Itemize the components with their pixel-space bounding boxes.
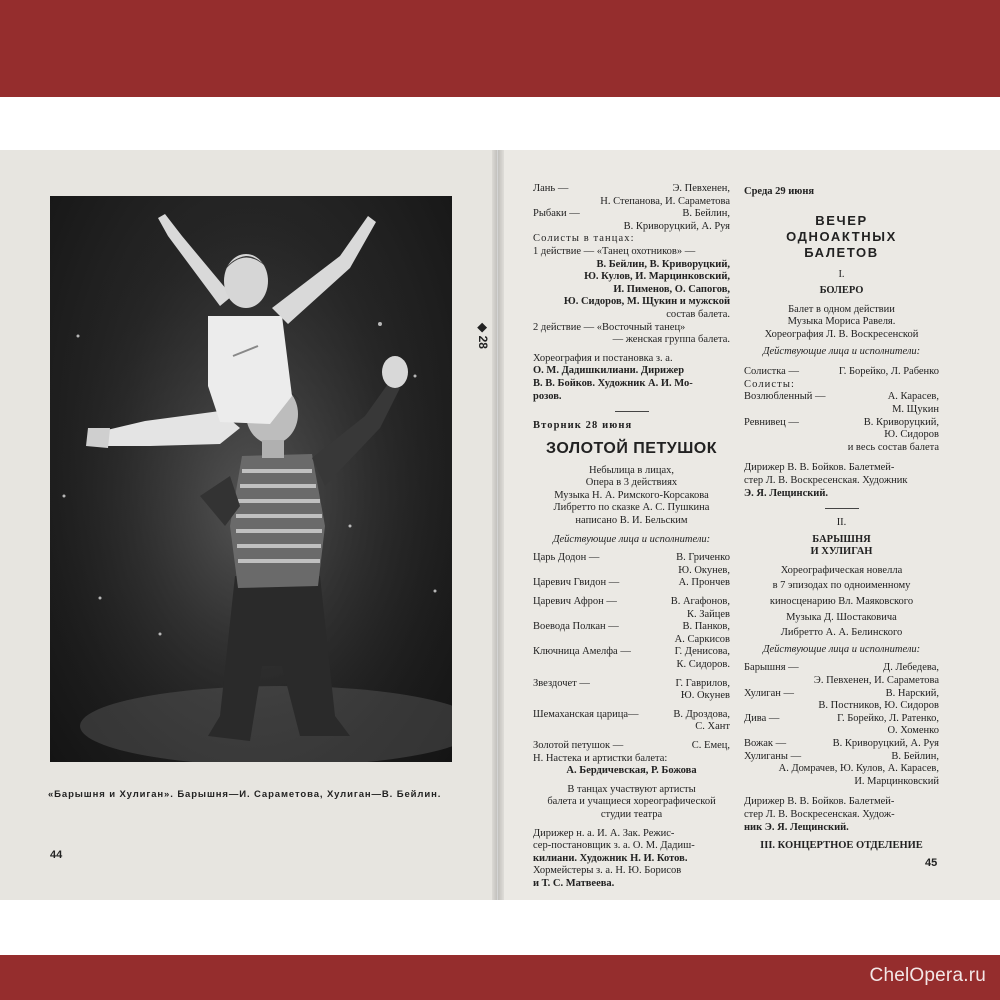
- soloists-heading: Солисты:: [744, 378, 795, 390]
- performer: Д. Лебедева,: [883, 662, 939, 674]
- performer: Н. Степанова, И. Сараметова: [600, 195, 730, 207]
- bottom-border-band: [0, 955, 1000, 1000]
- performer: и весь состав балета: [847, 441, 939, 453]
- performer: В. Постников, Ю. Сидоров: [818, 700, 939, 712]
- performer: К. Сидоров.: [676, 659, 730, 670]
- credits-line: и Т. С. Матвеева.: [533, 877, 615, 889]
- performer: Ю. Сидоров: [884, 429, 939, 441]
- performer: В. Бейлин,: [682, 208, 730, 220]
- page-number-right: 45: [925, 857, 938, 869]
- act-line: Ю. Сидоров, М. Щукин и мужской: [563, 296, 730, 308]
- photo-caption: «Барышня и Хулиган». Барышня—И. Сараметова, Хулиган—В. Бейлин.: [48, 789, 442, 800]
- act-line: Ю. Кулов, И. Марцинковский,: [584, 271, 730, 283]
- subtitle-line: Хореографическая новелла: [780, 564, 903, 576]
- act-line: И. Пименов, О. Сапогов,: [613, 283, 730, 295]
- page-number-left: 44: [50, 849, 63, 861]
- performer: В. Бейлин,: [891, 750, 939, 762]
- performer: А. Домрачев, Ю. Кулов, А. Карасев,: [778, 763, 939, 775]
- dancers-illustration: [50, 196, 452, 762]
- right-column-2: [744, 186, 939, 853]
- act-line: В. Бейлин, В. Криворуцкий,: [596, 258, 730, 270]
- role: Царь Додон —: [533, 552, 600, 564]
- performer: С. Хант: [695, 721, 730, 733]
- cast-heading: Действующие лица и исполнители:: [552, 533, 711, 545]
- subtitle-line: Опера в 3 действиях: [585, 477, 678, 489]
- role: Вожак —: [744, 738, 787, 749]
- role: Царевич Гвидон —: [533, 577, 620, 589]
- credits-line: розов.: [533, 390, 562, 402]
- performer: К. Зайцев: [686, 608, 730, 620]
- date-heading: Вторник 28 июня: [533, 420, 633, 432]
- performer: В. Нарский,: [885, 687, 939, 699]
- performer: О. Хоменко: [887, 725, 939, 737]
- performer: С. Емец,: [691, 739, 730, 751]
- credits-line: ник Э. Я. Лещинский.: [744, 821, 849, 833]
- evening-title: БАЛЕТОВ: [804, 244, 879, 260]
- role: Рыбаки —: [533, 208, 580, 220]
- subtitle-line: Музыка Мориса Равеля.: [787, 316, 896, 328]
- watermark: ChelOpera.ru: [869, 965, 986, 986]
- credits-line: стер Л. В. Воскресенская. Художник: [744, 474, 908, 486]
- performer: Э. Певхенен, И. Сараметова: [813, 675, 939, 687]
- credits-line: Э. Я. Лещинский.: [744, 487, 829, 499]
- credits-line: Дирижер н. а. И. А. Зак. Режис-: [533, 827, 675, 839]
- performer: В. Криворуцкий, А. Руя: [832, 738, 939, 749]
- credits-line: килиани. Художник Н. И. Котов.: [533, 852, 688, 864]
- role: Дива —: [744, 712, 780, 724]
- role: Хулиганы —: [744, 750, 802, 762]
- credits-line: В. В. Бойков. Художник А. И. Мо-: [533, 377, 693, 389]
- date-heading: Среда 29 июня: [744, 186, 815, 197]
- credits-line: Дирижер В. В. Бойков. Балетмей-: [744, 462, 895, 474]
- subtitle-line: Балет в одном действии: [788, 303, 895, 315]
- subtitle-line: Либретто по сказке А. С. Пушкина: [553, 502, 710, 514]
- performer: В. Панков,: [682, 621, 730, 633]
- performer: Г. Гаврилов,: [675, 677, 730, 689]
- role: Звездочет —: [533, 677, 590, 689]
- role: Воевода Полкан —: [533, 621, 619, 633]
- ballet-title: БОЛЕРО: [819, 285, 864, 297]
- section-divider: [615, 411, 649, 412]
- section-divider: [825, 508, 859, 509]
- side-page-mark: ◆ 28: [476, 323, 490, 349]
- cast-heading: Действующие лица и исполнители:: [762, 345, 921, 357]
- opera-title: ЗОЛОТОЙ ПЕТУШОК: [546, 439, 717, 457]
- role: Солистка —: [744, 366, 799, 378]
- role: Барышня —: [744, 662, 799, 674]
- performer: Г. Борейко, Л. Ратенко,: [837, 712, 939, 724]
- role: Шемаханская царица—: [533, 708, 639, 720]
- role: Золотой петушок —: [533, 739, 624, 751]
- soloists-heading: Солисты в танцах:: [533, 233, 635, 245]
- ballet-title: И ХУЛИГАН: [810, 546, 873, 558]
- performer: Э. Певхенен,: [672, 183, 730, 194]
- act-line: 2 действие — «Восточный танец»: [533, 321, 686, 333]
- performer: А. Карасев,: [887, 391, 939, 403]
- credits-line: Дирижер В. В. Бойков. Балетмей-: [744, 796, 895, 808]
- act-line: 1 действие — «Танец охотников» —: [533, 245, 696, 257]
- role: Царевич Афрон —: [533, 596, 617, 608]
- performer: И. Марцинковский: [854, 775, 939, 787]
- subtitle-line: Хореография Л. В. Воскресенской: [764, 328, 919, 340]
- note-line: балета и учащиеся хореографической: [547, 796, 716, 808]
- ballet-title: БАРЫШНЯ: [812, 533, 871, 545]
- note-line: В танцах участвуют артисты: [567, 783, 696, 795]
- top-border-band: [0, 0, 1000, 97]
- subtitle-line: Либретто А. А. Белинского: [780, 627, 903, 639]
- subtitle-line: в 7 эпизодах по одноименному: [772, 580, 911, 592]
- cast-heading: Действующие лица и исполнители:: [762, 643, 921, 655]
- credits-line: стер Л. В. Воскресенская. Худож-: [744, 808, 895, 820]
- subtitle-line: Музыка Н. А. Римского-Корсакова: [554, 489, 709, 501]
- role: Ревнивец —: [744, 416, 799, 428]
- credits-line: Хореография и постановка з. а.: [533, 352, 673, 364]
- part-number: II.: [836, 517, 847, 529]
- right-column-1: [533, 183, 730, 891]
- ballet-photo: [50, 196, 452, 762]
- subtitle-line: написано В. И. Бельским: [575, 515, 688, 527]
- performer: М. Щукин: [892, 403, 939, 415]
- performer: Н. Настека и артистки балета:: [533, 752, 668, 764]
- performer: В. Дроздова,: [673, 708, 730, 720]
- performer: А. Саркисов: [674, 633, 730, 645]
- credits-line: Хормейстеры з. а. Н. Ю. Борисов: [533, 865, 682, 877]
- part-number: I.: [838, 268, 845, 280]
- concert-section-title: III. КОНЦЕРТНОЕ ОТДЕЛЕНИЕ: [760, 840, 923, 852]
- credits-line: сер-постановщик з. а. О. М. Дадиш-: [533, 840, 695, 852]
- performer: А. Прончев: [678, 577, 730, 589]
- act-line: — женская группа балета.: [612, 334, 730, 346]
- performer: Ю. Окунев: [680, 690, 730, 702]
- subtitle-line: киносценарию Вл. Маяковского: [769, 596, 914, 608]
- book-gutter: [492, 150, 504, 900]
- performer: В. Гриченко: [676, 552, 730, 564]
- evening-title: ОДНОАКТНЫХ: [786, 228, 897, 244]
- performer: В. Криворуцкий, А. Руя: [623, 220, 730, 232]
- performer: Г. Борейко, Л. Рабенко: [838, 366, 939, 378]
- subtitle-line: Небылица в лицах,: [589, 464, 674, 476]
- subtitle-line: Музыка Д. Шостаковича: [786, 611, 897, 623]
- role: Возлюбленный —: [744, 391, 826, 403]
- role: Хулиган —: [744, 687, 795, 699]
- note-line: студии театра: [600, 808, 663, 820]
- role: Лань —: [533, 183, 569, 194]
- performer: А. Бердичевская, Р. Божова: [566, 765, 697, 777]
- evening-title: ВЕЧЕР: [815, 212, 868, 228]
- performer: В. Криворуцкий,: [863, 416, 939, 428]
- role: Ключница Амелфа —: [533, 646, 631, 658]
- performer: Ю. Окунев,: [678, 564, 730, 576]
- credits-line: О. М. Дадишкилиани. Дирижер: [533, 365, 685, 377]
- performer: В. Агафонов,: [670, 596, 730, 608]
- performer: Г. Денисова,: [674, 646, 730, 658]
- act-line: состав балета.: [666, 308, 730, 320]
